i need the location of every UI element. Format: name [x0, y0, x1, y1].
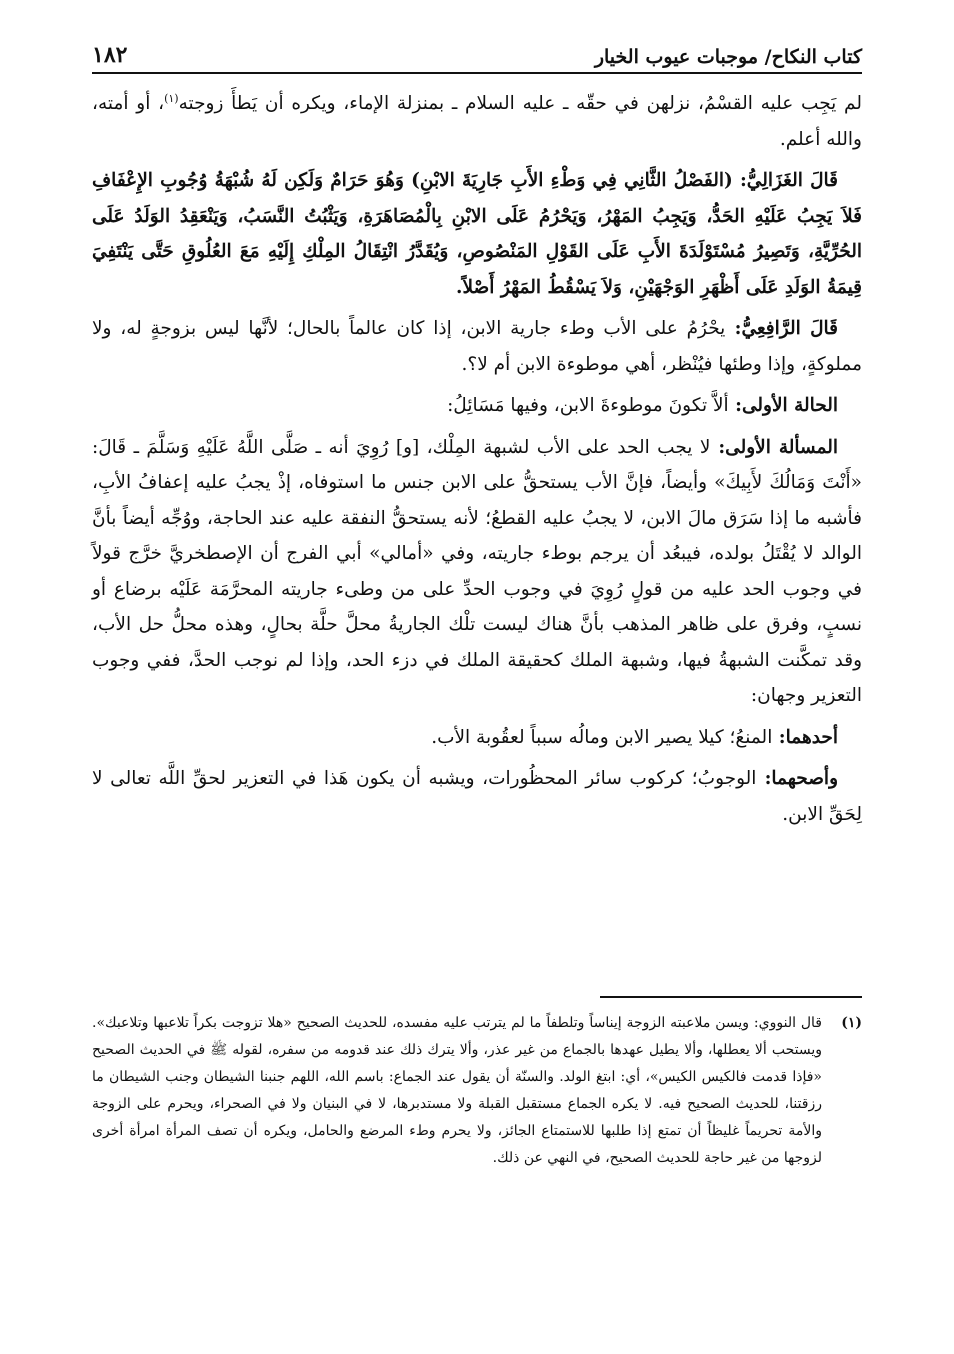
speaker-label: قَالَ الغَزَالِيُّ:	[732, 170, 839, 191]
section-label: وأصحهما:	[756, 768, 839, 789]
section-label: المسألة الأولى:	[710, 436, 838, 458]
paragraph-ghazali-quote	[92, 163, 862, 305]
footnote	[92, 1010, 862, 1172]
main-text	[92, 86, 862, 838]
paragraph-text: المنعُ؛ كيلا يصير الابن ومالُه سبباً لعقُوبة الأب.	[431, 726, 773, 748]
paragraph-text-continued: ، أو أمته، والله أعلم.	[92, 93, 862, 150]
paragraph-correct-view	[92, 761, 862, 832]
section-label: أحدهما:	[772, 726, 838, 748]
running-header	[92, 28, 862, 74]
section-label: الحالة الأولى:	[728, 395, 838, 416]
paragraph-text: ألاَّ تكونَ موطوءةَ الابن، وفيها مَسَائِلُ:	[447, 395, 729, 416]
footnote-marker: (١)	[841, 1015, 862, 1031]
paragraph	[92, 86, 862, 157]
paragraph-first-case	[92, 388, 862, 424]
paragraph-text: الوجوبُ؛ كركوب سائر المحظُورات، ويشبه أن يكون هَذا في التعزير لحقِّ اللَّه تعالى لا لِحَقِّ الابن.	[92, 768, 862, 825]
chapter-title: كتاب النكاح/ موجبات عيوب الخيار	[594, 46, 862, 68]
footnote-text: قال النووي: ويسن ملاعبته الزوجة إيناساً وتلطفاً ما لم يترتب عليه مفسده، للحديث الصحيح «هلا تزوجت بكراً تلاعبها وتلاعبك». ويستحب ألا يعطلها، وألا يطيل عهدها بالجماع من غير عذر، وألا يترك ذلك عند قدومه من سفره، لقوله ﷺ في الحديث الصحيح «فإذا قدمت فالكيس الكيس»، أي: ابتغ الولد. والسنّة أن يقول عند الجماع: باسم الله، اللهم جنبنا الشيطان وجنب الشيطان ما رزقتنا، للحديث الصحيح فيه. لا يكره الجماع مستقبل القبلة ولا مستدبرها، لا في البنيان ولا في الصحراء، ويحرم على الزوجة والأمة تحريماً غليظاً أن تمتع إذا طلبها للاستمتاع الجائز، ولا يحرم وطء المرضع والحامل، ويكره أن تصف المرأة امرأة أخرى لزوجها من غير حاجة للحديث الصحيح، في النهي عن ذلك.	[92, 1015, 822, 1166]
footnote-divider	[600, 996, 862, 998]
paragraph-text: لم يَجِب عليه القسْمُ، نزلهن في حقّه ـ عليه السلام ـ بمنزلة الإماء، ويكره أن يَطأَ زوجته	[178, 93, 863, 114]
paragraph-text: لا يجب الحد على الأب لشبهة المِلْك، [و] رُوِيَ أنه ـ صَلَّى اللَّهُ عَلَيْهِ وَسَلَّمَ ـ قَالَ: «أَنْتَ وَمَالُكَ لأَبِيكَ» وأيضاً، فإنَّ الأب يستحقُّ على الابن جنس ما استوفاه، إذْ يجبُ عليه إعفافُ الأبِ، فأشبه ما إذا سَرَق مالَ الابن، لا يجبُ عليه القطعُ؛ لأنه يستحقُّ النفقة عليه عند الحاجة، ووُجِّه أيضاً بأنَّ الوالد لا يُقْتَلُ بولده، فيبعُد أن يرجم بوطء جاريته، وفي «أمالي» أبي الفرج أن الإصطخريَّ خرَّج قولاً في وجوب الحد عليه من قولٍ رُوِيَ في وجوب الحدِّ على من وطىء جاريته المحرَّمَة عَلَيْه برضاع أو نسبٍ، وفرق على ظاهر المذهب بأنَّ هناك ليست تلْك الجاريةُ محلَّ حلَّة بحالٍ، وهذه محلُّ حل الأب، وقد تمكَّنت الشبهةُ فيها، وشبهة الملك كحقيقة الملك في دزء الحد، وإذا لم نوجب الحدَّ، ففي وجوب التعزير وجهان:	[92, 436, 862, 706]
paragraph-text: يحْرُمُ على الأب وطء جارية الابن، إذا كان عالماً بالحال؛ لأنَّها ليس بزوجةٍ له، ولا مملوكةٍ، وإذا وطئها فيُنْظر، أهي موطوءة الابن أم لا؟.	[92, 318, 862, 375]
footnote-reference: (١)	[164, 91, 179, 105]
page-number: ١٨٢	[92, 42, 128, 68]
paragraph-first-issue	[92, 430, 862, 714]
book-page	[92, 0, 862, 1354]
paragraph-rafii	[92, 311, 862, 382]
speaker-label: قَالَ الرَّافِعِيُّ:	[725, 318, 838, 339]
quoted-text: (الفَصْلُ الثَّانِي فِي وَطْءِ الأَبِ جَارِيَةَ الابْنِ) وَهُوَ حَرَامٌ وَلَكِن لَهُ شُبْهَةُ وُجُوبِ الإِعْفَافِ فَلاَ يَجِبُ عَلَيْهِ الحَدُّ، وَيَجِبُ المَهْرُ، وَيَحْرُمُ عَلَى الابْنِ بِالْمُصَاهَرَةِ، وَيَثْبُتُ النَّسَبُ، وَيَنْعَقِدُ الوَلَدُ عَلَى الحُرِّيَّةِ، وَتَصِيرُ مُسْتَوْلَدَةَ الأَبِ عَلَى القَوْلِ المَنْصُوصِ، وَيُقَدَّرُ انْتِقَالُ المِلْكِ إِلَيْهِ مَعَ العُلُوقِ حَتَّى يَنْتَفِيَ قِيمَةُ الوَلَدِ عَلَى أَظْهَرِ الوَجْهَيْنِ، وَلاَ يَسْقُطُ المَهْرُ أَصْلاً.	[92, 170, 862, 298]
paragraph-first-view	[92, 720, 862, 756]
